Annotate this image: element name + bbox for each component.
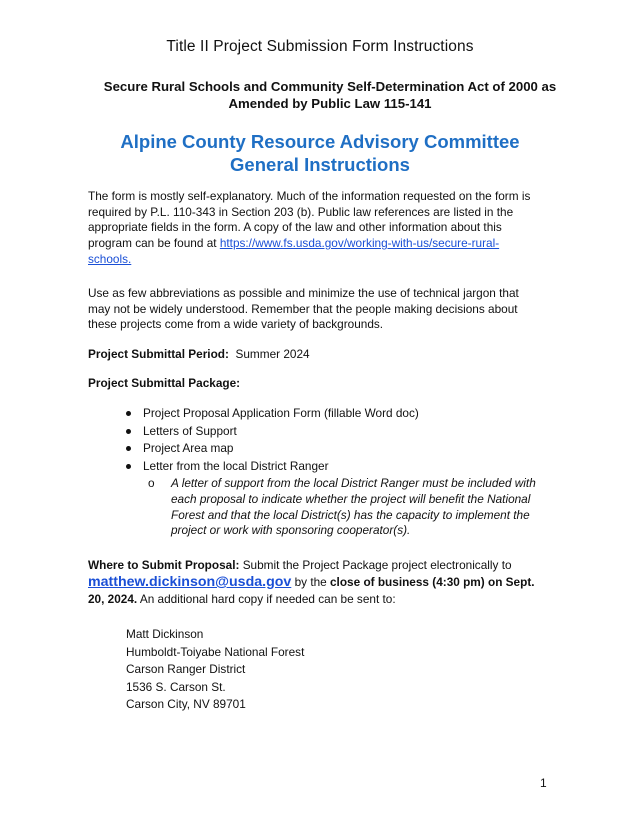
act-title-line-2: Amended by Public Law 115-141 — [228, 96, 432, 111]
sub-bullet-icon: o — [148, 476, 155, 490]
act-title-line-1: Secure Rural Schools and Community Self-Determination Act of 2000 as — [103, 79, 557, 94]
submittal-package-label: Project Submittal Package: — [88, 376, 241, 390]
committee-name: Alpine County Resource Advisory Committee — [120, 131, 520, 152]
bullet-icon — [126, 411, 131, 416]
committee-heading — [0, 130, 640, 176]
act-title — [60, 78, 600, 112]
address-district: Carson Ranger District — [126, 662, 246, 676]
guidance-paragraph: Use as few abbreviations as possible and minimize the use of technical jargon that may not be widely understood. Remember that the people making decisions about these projects come from a wide variety of backgrounds. — [88, 286, 519, 332]
submission-instructions: Where to Submit Proposal: Submit the Project Package project electronically to matthew.dickinson@usda.gov by the close of business (4:30 pm) on Sept. 20, 2024. An additional hard copy if needed can be sent to: — [88, 558, 535, 606]
where-label: Where to Submit Proposal: — [88, 558, 240, 572]
page-number: 1 — [540, 776, 547, 790]
list-item: Letter from the local District Ranger — [126, 458, 546, 476]
address-city: Carson City, NV 89701 — [126, 697, 246, 711]
list-item: Project Proposal Application Form (fillable Word doc) — [126, 405, 546, 423]
submittal-period-label: Project Submittal Period: — [88, 347, 229, 361]
deadline: close of business (4:30 pm) on Sept. 20, 2024. — [88, 575, 535, 606]
address-street: 1536 S. Carson St. — [126, 679, 226, 694]
email-link[interactable]: matthew.dickinson@usda.gov — [88, 574, 292, 590]
bullet-icon — [126, 446, 131, 451]
bullet-icon — [126, 464, 131, 469]
bullet-icon — [126, 429, 131, 434]
submittal-period-value: Summer 2024 — [235, 347, 310, 361]
list-item: Project Area map — [126, 440, 546, 458]
package-list — [126, 405, 546, 475]
list-item: Letters of Support — [126, 423, 546, 441]
document-title: Title II Project Submission Form Instructions — [166, 38, 474, 55]
address-org: Humboldt-Toiyabe National Forest — [126, 644, 305, 659]
ranger-letter-note — [148, 476, 538, 539]
intro-text: The form is mostly self-explanatory. Much of the information requested on the form is required by P.L. 110-343 in Section 203 (b). Public law references are listed in the appropriate fields in the form. A copy of the law and other information about this program can be found at — [88, 189, 531, 251]
submittal-period — [88, 347, 310, 361]
section-heading: General Instructions — [230, 154, 410, 175]
address-name: Matt Dickinson — [126, 627, 204, 641]
program-info-link[interactable]: https://www.fs.usda.gov/working-with-us/secure-rural-schools. — [88, 236, 500, 266]
mailing-address — [126, 626, 304, 714]
intro-paragraph — [88, 189, 538, 268]
ranger-letter-text: A letter of support from the local District Ranger must be included with each proposal to indicate whether the project will benefit the National Forest and that the local District(s) has the capacity to implement the project or work with sponsoring cooperator(s). — [171, 476, 536, 538]
